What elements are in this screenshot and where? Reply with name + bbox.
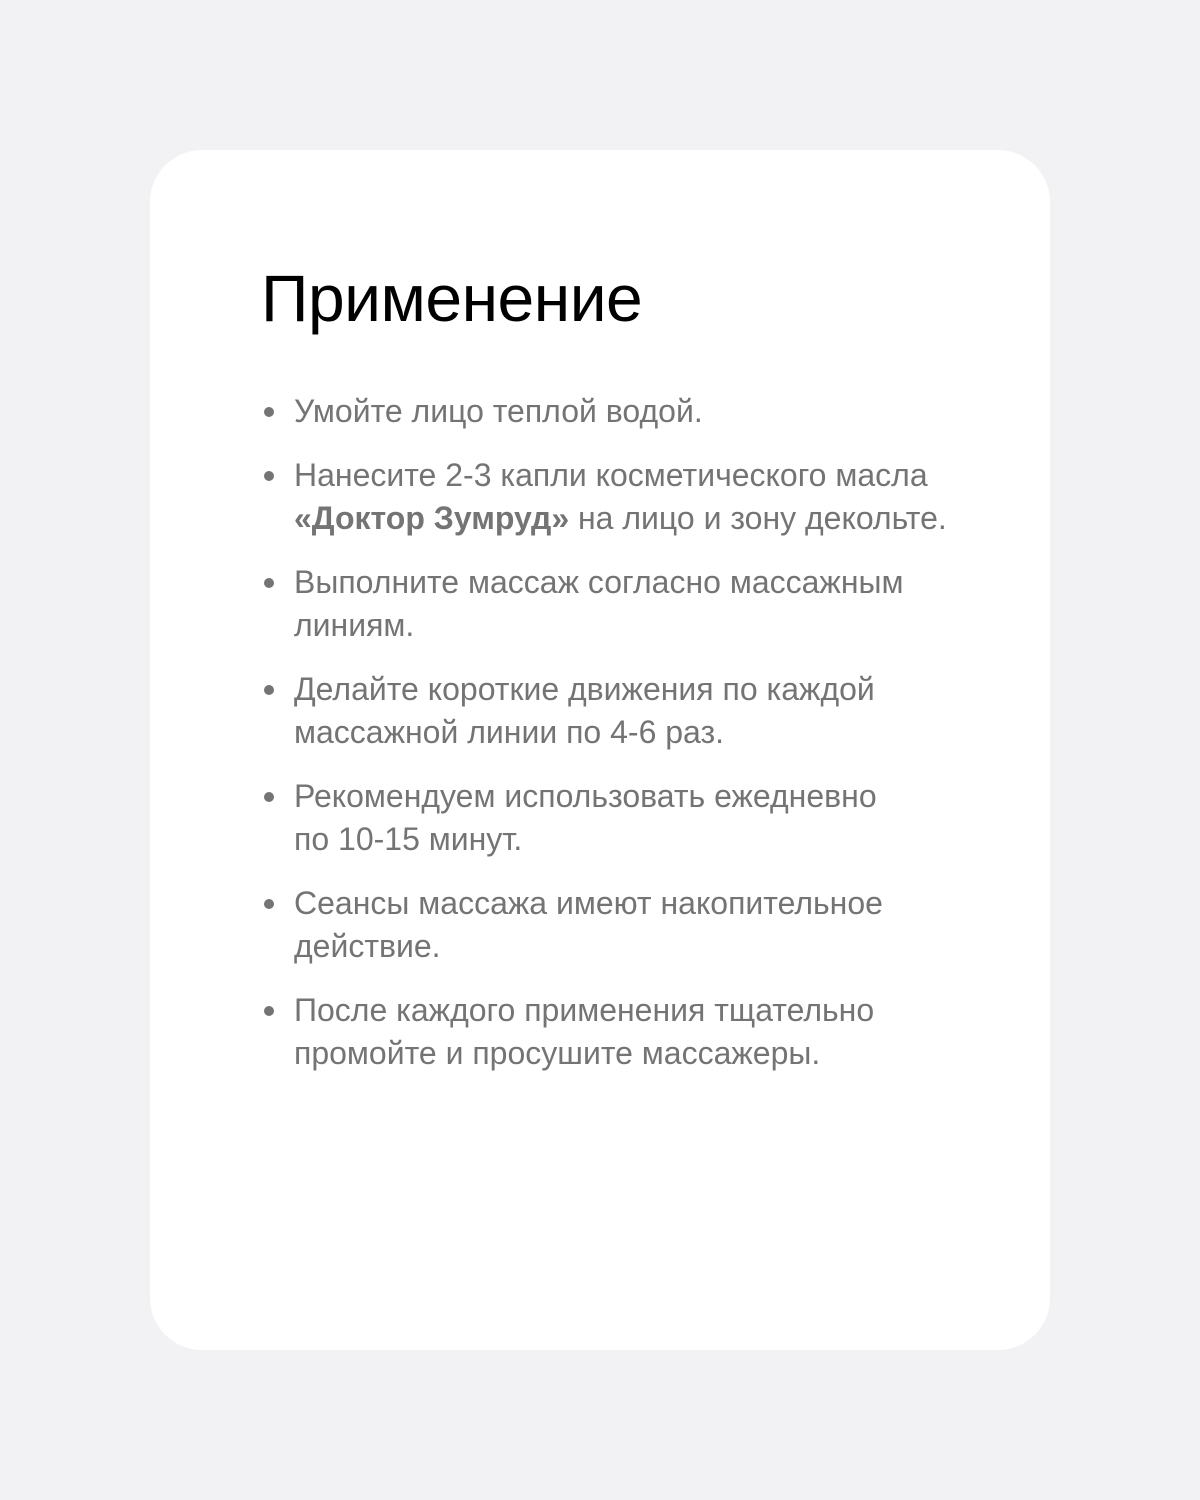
step-6-line-2: действие. — [294, 928, 441, 964]
list-item — [261, 882, 981, 968]
step-5-line-2: по 10-15 минут. — [294, 821, 523, 857]
page-title: Применение — [261, 261, 643, 335]
step-3-line-2: линиям. — [294, 607, 415, 643]
brand-name: «Доктор Зумруд» — [294, 500, 570, 536]
step-2-line-2 — [294, 497, 981, 540]
steps-list — [261, 390, 981, 1096]
list-item — [261, 454, 981, 540]
step-4-line-1: Делайте короткие движения по каждой — [294, 671, 875, 707]
instructions-card — [150, 150, 1050, 1350]
list-item — [261, 561, 981, 647]
step-5-line-1: Рекомендуем использовать ежедневно — [294, 778, 877, 814]
step-3-line-1: Выполните массаж согласно массажным — [294, 564, 904, 600]
bullet-icon — [264, 407, 274, 417]
step-2-line-1: Нанесите 2-3 капли косметического масла — [294, 457, 928, 493]
bullet-icon — [264, 471, 274, 481]
list-item — [261, 775, 981, 861]
step-7-line-2: промойте и просушите массажеры. — [294, 1035, 821, 1071]
step-1-line-1: Умойте лицо теплой водой. — [294, 393, 703, 429]
bullet-icon — [264, 899, 274, 909]
step-2-line-2-text: на лицо и зону декольте. — [569, 500, 947, 536]
list-item — [261, 989, 981, 1075]
step-6-line-1: Сеансы массажа имеют накопительное — [294, 885, 883, 921]
list-item — [261, 390, 981, 433]
bullet-icon — [264, 685, 274, 695]
bullet-icon — [264, 578, 274, 588]
bullet-icon — [264, 1006, 274, 1016]
step-7-line-1: После каждого применения тщательно — [294, 992, 875, 1028]
list-item — [261, 668, 981, 754]
step-4-line-2: массажной линии по 4-6 раз. — [294, 714, 725, 750]
bullet-icon — [264, 792, 274, 802]
